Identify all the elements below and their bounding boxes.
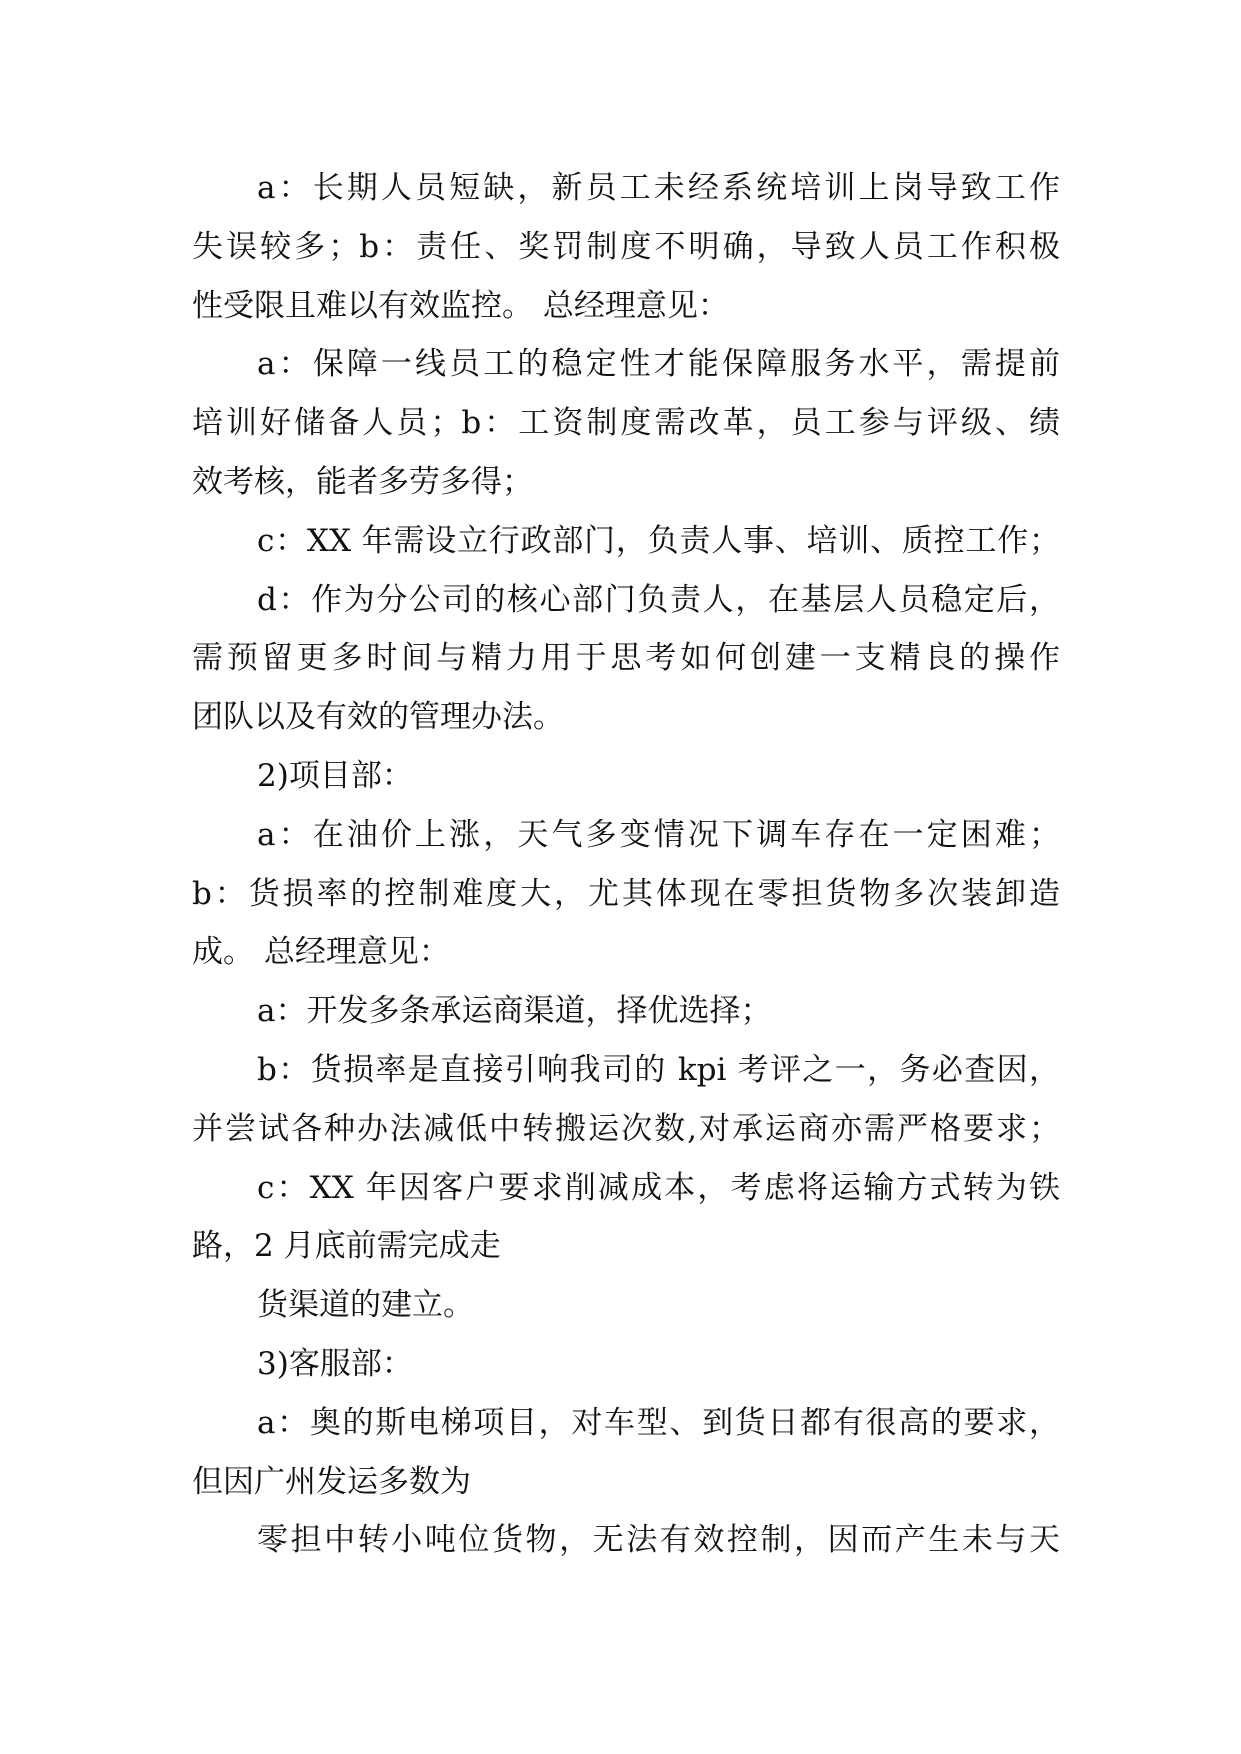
text-line: b：货损率的控制难度大，尤其体现在零担货物多次装卸造 bbox=[192, 875, 1060, 912]
paragraph bbox=[192, 159, 1060, 335]
paragraph bbox=[192, 512, 1060, 571]
paragraph bbox=[192, 1041, 1060, 1159]
text-line: 但因广州发运多数为 bbox=[192, 1463, 471, 1500]
paragraph bbox=[192, 1394, 1060, 1512]
text-line: a：奥的斯电梯项目，对车型、到货日都有很高的要求， bbox=[257, 1404, 1060, 1441]
text-line: d：作为分公司的核心部门负责人，在基层人员稳定后， bbox=[257, 581, 1060, 618]
text-line: a：开发多条承运商渠道，择优选择； bbox=[257, 993, 772, 1030]
paragraph bbox=[192, 1276, 1060, 1335]
text-line: 需预留更多时间与精力用于思考如何创建一支精良的操作 bbox=[192, 640, 1060, 677]
text-line: 并尝试各种办法减低中转搬运次数,对承运商亦需严格要求； bbox=[192, 1110, 1060, 1147]
text-line: 成。 总经理意见： bbox=[192, 934, 450, 971]
paragraph bbox=[192, 571, 1060, 747]
text-line: a：在油价上涨，天气多变情况下调车存在一定困难； bbox=[257, 816, 1060, 853]
paragraph bbox=[192, 982, 1060, 1041]
text-line: 性受限且难以有效监控。 总经理意见： bbox=[192, 287, 729, 324]
section-heading bbox=[192, 747, 1060, 806]
text-line: 2)项目部： bbox=[257, 757, 413, 794]
paragraph bbox=[192, 335, 1060, 511]
text-line: 货渠道的建立。 bbox=[257, 1287, 474, 1324]
paragraph bbox=[192, 806, 1060, 982]
text-line: 零担中转小吨位货物，无法有效控制，因而产生未与天 bbox=[257, 1522, 1060, 1559]
text-line: 失误较多；b：责任、奖罚制度不明确，导致人员工作积极 bbox=[192, 228, 1060, 265]
text-line: 团队以及有效的管理办法。 bbox=[192, 699, 564, 736]
text-line: 路，2 月底前需完成走 bbox=[192, 1228, 501, 1265]
paragraph bbox=[192, 1511, 1060, 1570]
section-heading bbox=[192, 1335, 1060, 1394]
text-line: 培训好储备人员；b：工资制度需改革，员工参与评级、绩 bbox=[192, 405, 1060, 442]
text-line: c：XX 年因客户要求削减成本，考虑将运输方式转为铁 bbox=[257, 1169, 1060, 1206]
document-body bbox=[192, 159, 1060, 1570]
text-line: b：货损率是直接引响我司的 kpi 考评之一，务必查因， bbox=[257, 1051, 1060, 1088]
text-line: a：长期人员短缺，新员工未经系统培训上岗导致工作 bbox=[257, 170, 1060, 206]
paragraph bbox=[192, 1159, 1060, 1277]
text-line: 效考核，能者多劳多得； bbox=[192, 463, 533, 500]
text-line: c：XX 年需设立行政部门，负责人事、培训、质控工作； bbox=[257, 522, 1060, 559]
text-line: 3)客服部： bbox=[257, 1345, 413, 1382]
text-line: a：保障一线员工的稳定性才能保障服务水平，需提前 bbox=[257, 346, 1060, 383]
